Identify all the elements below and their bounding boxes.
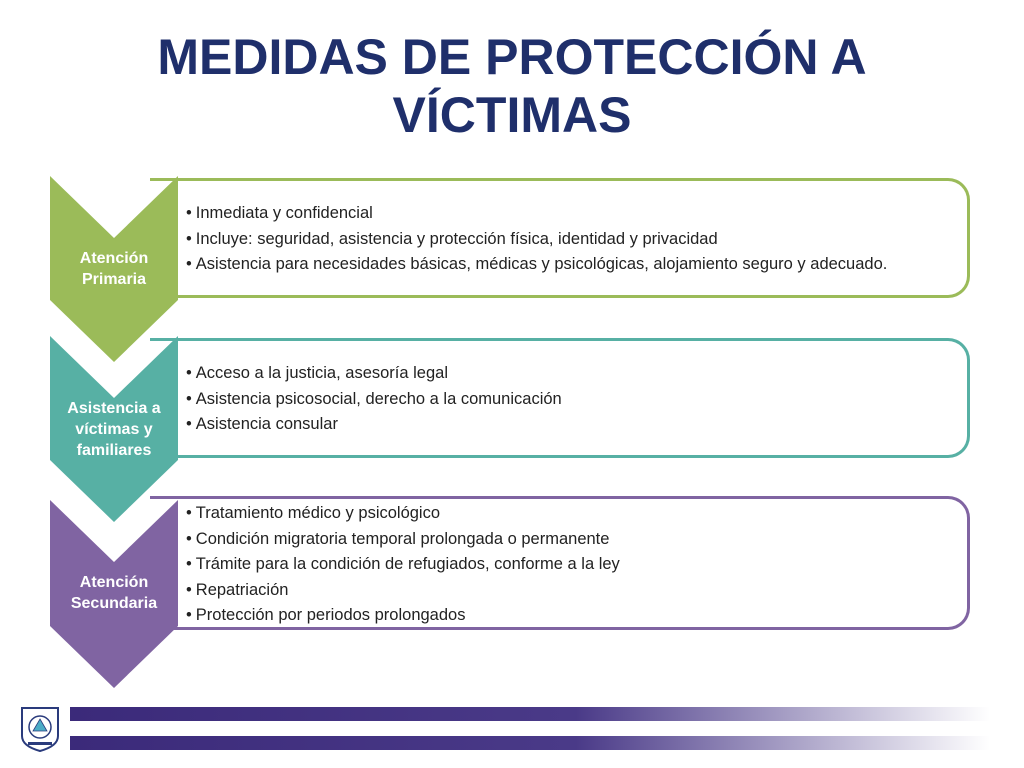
footer-stripe-top <box>70 707 990 721</box>
list-item: • Protección por periodos prolongados <box>186 606 466 625</box>
section-victims-panel <box>150 338 970 458</box>
list-item: • Trámite para la condición de refugiados, conforme a la ley <box>186 555 620 574</box>
list-item: • Condición migratoria temporal prolongada o permanente <box>186 529 610 548</box>
slide-title <box>0 28 1024 144</box>
institution-seal-icon <box>20 706 60 752</box>
section-primary-panel <box>150 178 970 298</box>
list-item: • Asistencia consular <box>186 415 338 434</box>
slide-title-line-1: MEDIDAS DE PROTECCIÓN A <box>157 29 867 85</box>
section-victims-list <box>186 361 957 438</box>
section-primary-chevron <box>50 176 178 362</box>
list-item: • Inmediata y confidencial <box>186 204 373 222</box>
list-item: • Repatriación <box>186 580 289 599</box>
list-item: • Asistencia para necesidades básicas, médicas y psicológicas, alojamiento seguro y adecuado. <box>186 255 888 274</box>
section-primary-list <box>186 201 957 278</box>
footer-stripe-bottom <box>70 736 990 750</box>
section-victims-chevron <box>50 336 178 522</box>
section-victims-label: Asistencia a víctimas y familiares <box>67 400 161 459</box>
section-secondary-list <box>186 501 957 629</box>
section-secondary-label: Atención Secundaria <box>70 574 158 612</box>
section-secondary-chevron <box>50 500 178 688</box>
list-item: • Tratamiento médico y psicológico <box>186 504 441 522</box>
list-item: • Acceso a la justicia, asesoría legal <box>186 364 448 382</box>
section-primary-label: Atención Primaria <box>79 250 149 288</box>
slide-title-line-2: VÍCTIMAS <box>392 87 632 143</box>
list-item: • Incluye: seguridad, asistencia y protección física, identidad y privacidad <box>186 229 718 248</box>
list-item: • Asistencia psicosocial, derecho a la comunicación <box>186 389 562 408</box>
section-secondary-panel <box>150 496 970 630</box>
